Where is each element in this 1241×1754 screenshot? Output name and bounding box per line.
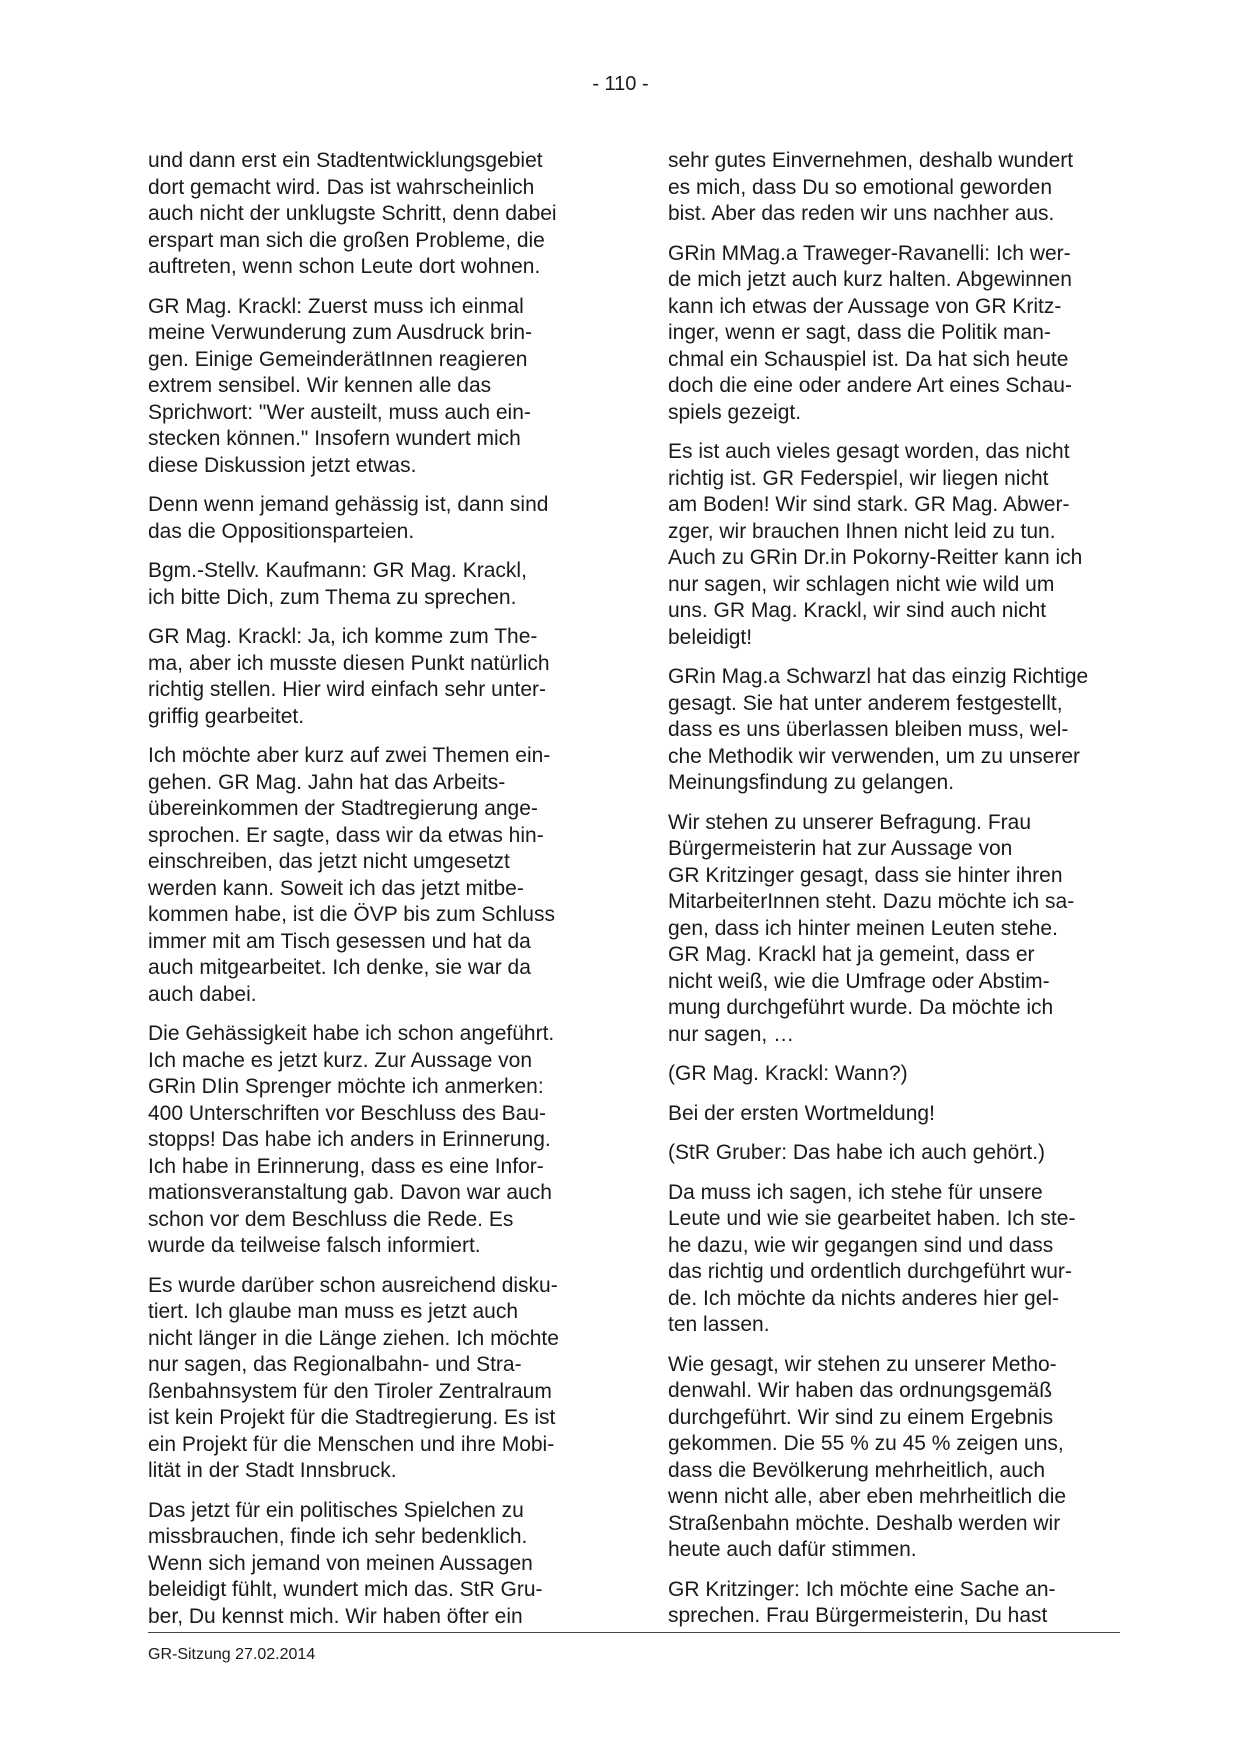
text-line: Sprichwort: "Wer austeilt, muss auch ein-	[148, 400, 531, 424]
text-line: che Methodik wir verwenden, um zu unserer	[668, 744, 1081, 768]
text-line: 400 Unterschriften vor Beschluss des Bau-	[148, 1101, 547, 1125]
text-line: auch dabei.	[148, 982, 257, 1006]
text-line: GR Mag. Krackl: Zuerst muss ich einmal	[148, 294, 524, 318]
paragraph	[668, 1577, 1116, 1630]
text-line: Das jetzt für ein politisches Spielchen zu	[148, 1498, 524, 1522]
text-line: Bürgermeisterin hat zur Aussage von	[668, 837, 1013, 860]
text-line: he dazu, wie wir gegangen sind und dass	[668, 1233, 1054, 1257]
text-line: wenn nicht alle, aber eben mehrheitlich die	[668, 1485, 1067, 1508]
text-line: GRin DIin Sprenger möchte ich anmerken:	[148, 1075, 544, 1098]
text-line: richtig stellen. Hier wird einfach sehr unter-	[148, 678, 546, 701]
text-line: Ich mache es jetzt kurz. Zur Aussage von	[148, 1048, 533, 1072]
text-line: mationsveranstaltung gab. Davon war auch	[148, 1181, 552, 1204]
text-line: diese Diskussion jetzt etwas.	[148, 453, 417, 477]
text-line: dass es uns überlassen bleiben muss, wel-	[668, 718, 1069, 741]
text-line: Auch zu GRin Dr.in Pokorny-Reitter kann ich	[668, 546, 1083, 569]
text-line: erspart man sich die großen Probleme, die	[148, 228, 545, 252]
text-line: Bgm.-Stellv. Kaufmann: GR Mag. Krackl,	[148, 559, 527, 582]
text-line: missbrauchen, finde ich sehr bedenklich.	[148, 1525, 528, 1548]
text-line: de. Ich möchte da nichts anderes hier gel-	[668, 1286, 1060, 1310]
text-line: nicht weiß, wie die Umfrage oder Abstim-	[668, 969, 1050, 993]
text-line: nur sagen, wir schlagen nicht wie wild um	[668, 572, 1055, 596]
text-line: GR Mag. Krackl: Ja, ich komme zum The-	[148, 625, 538, 648]
text-line: GRin MMag.a Traweger-Ravanelli: Ich wer-	[668, 241, 1071, 265]
text-line: sprechen. Frau Bürgermeisterin, Du hast	[668, 1604, 1048, 1627]
paragraph	[668, 1352, 1116, 1564]
text-line: Es wurde darüber schon ausreichend disku-	[148, 1273, 558, 1297]
paragraph	[668, 1101, 1116, 1128]
text-line: Straßenbahn möchte. Deshalb werden wir	[668, 1511, 1061, 1535]
text-line: MitarbeiterInnen steht. Dazu möchte ich sa-	[668, 890, 1075, 913]
text-line: GR Kritzinger: Ich möchte eine Sache an-	[668, 1577, 1056, 1601]
text-line: auftreten, wenn schon Leute dort wohnen.	[148, 255, 541, 278]
text-line: es mich, dass Du so emotional geworden	[668, 175, 1053, 199]
paragraph	[148, 1021, 596, 1260]
text-line: uns. GR Mag. Krackl, wir sind auch nicht	[668, 599, 1047, 622]
text-line: (StR Gruber: Das habe ich auch gehört.)	[668, 1141, 1046, 1164]
left-column	[148, 148, 596, 1643]
text-line: kommen habe, ist die ÖVP bis zum Schluss	[148, 903, 555, 926]
paragraph	[148, 743, 596, 1008]
paragraph	[668, 1061, 1116, 1088]
page-number: - 110 -	[592, 73, 649, 95]
text-line: stecken können." Insofern wundert mich	[148, 427, 521, 450]
paragraph	[148, 558, 596, 611]
paragraph	[668, 810, 1116, 1049]
paragraph	[668, 241, 1116, 427]
text-line: beleidigt!	[668, 625, 753, 649]
text-line: gen, dass ich hinter meinen Leuten stehe.	[668, 916, 1058, 940]
text-line: gesagt. Sie hat unter anderem festgestellt,	[668, 691, 1063, 715]
text-line: ist kein Projekt für die Stadtregierung. Es ist	[148, 1406, 556, 1429]
paragraph	[148, 1498, 596, 1631]
text-line: lität in der Stadt Innsbruck.	[148, 1459, 397, 1482]
text-line: am Boden! Wir sind stark. GR Mag. Abwer-	[668, 493, 1070, 516]
paragraph	[148, 294, 596, 480]
paragraph	[148, 624, 596, 730]
text-line: gen. Einige GemeinderätInnen reagieren	[148, 347, 528, 371]
paragraph	[668, 1180, 1116, 1339]
text-line: das richtig und ordentlich durchgeführt wur-	[668, 1260, 1072, 1283]
text-line: Da muss ich sagen, ich stehe für unsere	[668, 1180, 1043, 1204]
text-line: kann ich etwas der Aussage von GR Kritz-	[668, 294, 1062, 318]
text-line: ein Projekt für die Menschen und ihre Mobi-	[148, 1432, 555, 1456]
text-line: sehr gutes Einvernehmen, deshalb wundert	[668, 149, 1074, 172]
text-line: Meinungsfindung zu gelangen.	[668, 771, 955, 794]
text-line: und dann erst ein Stadtentwicklungsgebiet	[148, 149, 543, 172]
text-line: auch mitgearbeitet. Ich denke, sie war da	[148, 956, 531, 979]
text-line: meine Verwunderung zum Ausdruck brin-	[148, 321, 533, 344]
text-line: ber, Du kennst mich. Wir haben öfter ein	[148, 1604, 523, 1628]
text-line: Ich habe in Erinnerung, dass es eine Infor-	[148, 1154, 544, 1178]
text-line: nur sagen, das Regionalbahn- und Stra-	[148, 1353, 522, 1376]
text-line: dass die Bevölkerung mehrheitlich, auch	[668, 1458, 1046, 1482]
text-line: werden kann. Soweit ich das jetzt mitbe-	[148, 876, 524, 900]
text-line: Wenn sich jemand von meinen Aussagen	[148, 1551, 533, 1575]
text-line: Bei der ersten Wortmeldung!	[668, 1101, 935, 1125]
text-line: zger, wir brauchen Ihnen nicht leid zu tun.	[668, 519, 1056, 543]
paragraph	[668, 1140, 1116, 1167]
text-line: sprochen. Er sagte, dass wir da etwas hin-	[148, 823, 544, 847]
text-line: Die Gehässigkeit habe ich schon angeführt.	[148, 1022, 555, 1045]
paragraph	[148, 1273, 596, 1485]
text-line: extrem sensibel. Wir kennen alle das	[148, 374, 492, 397]
text-line: beleidigt fühlt, wundert mich das. StR Gru-	[148, 1578, 543, 1601]
text-line: Denn wenn jemand gehässig ist, dann sind	[148, 493, 549, 516]
text-line: gehen. GR Mag. Jahn hat das Arbeits-	[148, 770, 506, 794]
text-line: das die Oppositionsparteien.	[148, 519, 415, 543]
text-line: denwahl. Wir haben das ordnungsgemäß	[668, 1379, 1053, 1402]
text-line: de mich jetzt auch kurz halten. Abgewinnen	[668, 268, 1072, 291]
text-line: wurde da teilweise falsch informiert.	[148, 1234, 481, 1257]
text-line: übereinkommen der Stadtregierung ange-	[148, 797, 538, 820]
text-line: (GR Mag. Krackl: Wann?)	[668, 1062, 908, 1085]
text-line: schon vor dem Beschluss die Rede. Es	[148, 1207, 514, 1231]
text-line: stopps! Das habe ich anders in Erinnerung.	[148, 1128, 551, 1151]
text-line: GR Kritzinger gesagt, dass sie hinter ihren	[668, 863, 1063, 887]
text-line: ich bitte Dich, zum Thema zu sprechen.	[148, 585, 517, 609]
text-line: doch die eine oder andere Art eines Schau-	[668, 374, 1072, 397]
text-line: nur sagen, …	[668, 1022, 795, 1046]
text-line: gekommen. Die 55 % zu 45 % zeigen uns,	[668, 1432, 1064, 1455]
paragraph	[148, 148, 596, 281]
text-line: durchgeführt. Wir sind zu einem Ergebnis	[668, 1405, 1054, 1429]
text-line: bist. Aber das reden wir uns nachher aus.	[668, 202, 1055, 225]
text-line: Ich möchte aber kurz auf zwei Themen ein-	[148, 744, 551, 767]
text-line: ßenbahnsystem für den Tiroler Zentralraum	[148, 1379, 552, 1403]
text-line: richtig ist. GR Federspiel, wir liegen nicht	[668, 466, 1049, 490]
footer-divider	[148, 1632, 1120, 1633]
text-line: Es ist auch vieles gesagt worden, das nicht	[668, 440, 1070, 463]
text-line: GRin Mag.a Schwarzl hat das einzig Richtige	[668, 665, 1089, 688]
text-line: ten lassen.	[668, 1313, 770, 1336]
paragraph	[668, 148, 1116, 228]
text-line: mung durchgeführt wurde. Da möchte ich	[668, 996, 1054, 1019]
text-line: Wir stehen zu unserer Befragung. Frau	[668, 810, 1032, 834]
text-line: immer mit am Tisch gesessen und hat da	[148, 929, 531, 953]
text-line: GR Mag. Krackl hat ja gemeint, dass er	[668, 943, 1035, 966]
text-line: nicht länger in die Länge ziehen. Ich möchte	[148, 1326, 559, 1350]
right-column	[668, 148, 1116, 1643]
text-line: Leute und wie sie gearbeitet haben. Ich ste-	[668, 1207, 1076, 1230]
text-line: griffig gearbeitet.	[148, 704, 305, 728]
text-line: Wie gesagt, wir stehen zu unserer Metho-	[668, 1352, 1057, 1376]
paragraph	[668, 439, 1116, 651]
text-line: tiert. Ich glaube man muss es jetzt auch	[148, 1300, 519, 1323]
text-line: chmal ein Schauspiel ist. Da hat sich heute	[668, 347, 1069, 371]
text-line: ma, aber ich musste diesen Punkt natürlich	[148, 651, 550, 675]
text-line: auch nicht der unklugste Schritt, denn dabei	[148, 202, 557, 225]
text-line: spiels gezeigt.	[668, 400, 802, 424]
text-line: inger, wenn er sagt, dass die Politik man-	[668, 321, 1051, 344]
footer-session-date: GR-Sitzung 27.02.2014	[148, 1646, 316, 1663]
paragraph	[148, 492, 596, 545]
text-line: dort gemacht wird. Das ist wahrscheinlich	[148, 175, 535, 199]
text-line: einschreiben, das jetzt nicht umgesetzt	[148, 850, 510, 873]
text-line: heute auch dafür stimmen.	[668, 1538, 917, 1561]
paragraph	[668, 664, 1116, 797]
